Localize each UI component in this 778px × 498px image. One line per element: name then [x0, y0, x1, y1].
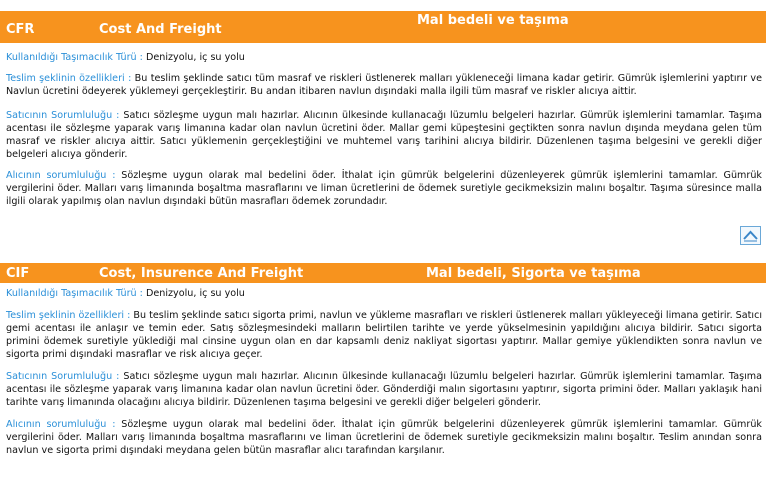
cfr-transport-label: Kullanıldığı Taşımacılık Türü : — [6, 52, 143, 63]
cif-buyer-label: Alıcının sorumluluğu : — [6, 419, 116, 430]
cif-transport-row — [6, 288, 245, 299]
cif-description: Mal bedeli, Sigorta ve taşıma — [426, 266, 641, 281]
cfr-features — [6, 72, 762, 98]
cfr-buyer-responsibility — [6, 169, 762, 208]
cif-transport-label: Kullanıldığı Taşımacılık Türü : — [6, 288, 143, 299]
cif-transport-value: Denizyolu, iç su yolu — [145, 288, 245, 299]
cfr-features-label: Teslim şeklinin özellikleri : — [6, 73, 132, 84]
cfr-features-text: Bu teslim şeklinde satıcı tüm masraf ve riskleri üstlenerek malları yükleneceği limana kadar getirir. Gümrük işlemlerini yaptırır ve Navlun ücretini ödeyerek yüklemeyi gerçekleştirir. Bu andan itibaren navlun dışındaki malla ilgili tüm masraf ve riskler alıcıya aittir. — [6, 73, 762, 97]
cfr-seller-responsibility — [6, 109, 762, 161]
cif-code: CIF — [6, 266, 30, 281]
arrow-up-icon — [743, 229, 758, 242]
cif-seller-text: Satıcı sözleşme uygun malı hazırlar. Alıcının ülkesinde kullanacağı lüzumlu belgeleri hazırlar. Gümrük işlemlerini tamamlar. Taşıma acentası ile sözleşme yaparak varış limanına kadar olan navlun ücretini öder. Gönderdiği malın sigortasını yaptırır, sigorta primini öder. Malları yaklaşık hani tarihte varış limanında olacağını alıcıya bildirir. Düzenlenen taşıma belgesini ve gerekli diğer belgeleri gönderir. — [6, 371, 762, 408]
cif-buyer-text: Sözleşme uygun olarak mal bedelini öder. İthalat için gümrük belgelerini düzenleyerek gümrük işlemlerini tamamlar. Gümrük vergilerini öder. Malları varış limanında boşaltma masraflarını ve liman ücretlerini de ödemek suretiyle gecikmeksizin malını boşaltır. Teslim anından sonra navlun ve sigorta primi dışındaki meydana gelen bütün masraflar alıcı tarafından karşılanır. — [6, 419, 762, 456]
cif-features-text: Bu teslim şeklinde satıcı sigorta primi, navlun ve yükleme masrafları ve riskleri üstlenerek malları yükleyeceği limana getirir. Satıcı gemi acentası ile anlaşır ve temin eder. Satış sözleşmesindeki malların belirtilen tarihte ve yerde yükselmesinin yapıldığını alıcıya bildirir. Satıcı sigorta primini ödemek suretiyle yüklediği mal cinsine uygun olan en dar kapsamlı deniz nakliyat sigortası yaptırır. Mallar gemiye yüklendikten sonra navlun ve sigorta primi dışındaki masraflar ve risk alıcıya geçer. — [6, 310, 763, 360]
cfr-buyer-text: Sözleşme uygun olarak mal bedelini öder. İthalat için gümrük belgelerini düzenleyerek gümrük işlemlerini tamamlar. Gümrük vergilerini öder. Malları varış limanında boşaltma masraflarını ve liman ücretlerini de ödemek suretiyle gecikmeksizin malını boşaltır. Taşıma süresince malla ilgili olarak yapılmış olan navlun dışındaki bütün masrafları ödemek zorundadır. — [6, 170, 762, 207]
cfr-transport-row — [6, 52, 245, 63]
cfr-code: CFR — [6, 22, 35, 37]
cfr-seller-label: Satıcının Sorumluluğu : — [6, 110, 120, 121]
cif-name: Cost, Insurence And Freight — [99, 266, 304, 281]
cfr-header-bar — [0, 11, 766, 43]
cfr-seller-text: Satıcı sözleşme uygun malı hazırlar. Alıcının ülkesinde kullanacağı lüzumlu belgeleri hazırlar. Gümrük işlemlerini tamamlar. Taşıma acentası ile sözleşme yaparak varış limanına kadar olan navlun ücretini öder. Mallar gemi küpeştesini geçtikten sonra navlun dışında meydana gelen tüm masraf ve riskler alıcıya aittir. Satıcı yüklemenin gerçekleştiğini ve muhtemel varış tarihini alıcıya bildirir. Düzenlenen taşıma belgesini ve gerekli diğer belgeleri alıcıya gönderir. — [6, 110, 762, 160]
cfr-name: Cost And Freight — [99, 22, 222, 37]
cif-seller-label: Satıcının Sorumluluğu : — [6, 371, 120, 382]
cfr-buyer-label: Alıcının sorumluluğu : — [6, 170, 116, 181]
cif-buyer-responsibility — [6, 418, 762, 457]
cfr-description: Mal bedeli ve taşıma — [417, 13, 569, 28]
cif-features-label: Teslim şeklinin özellikleri : — [6, 310, 131, 321]
cif-header-bar — [0, 263, 766, 283]
back-to-top-button[interactable] — [740, 226, 761, 245]
cfr-transport-value: Denizyolu, iç su yolu — [145, 52, 245, 63]
cif-features — [6, 309, 762, 361]
cif-seller-responsibility — [6, 370, 762, 409]
